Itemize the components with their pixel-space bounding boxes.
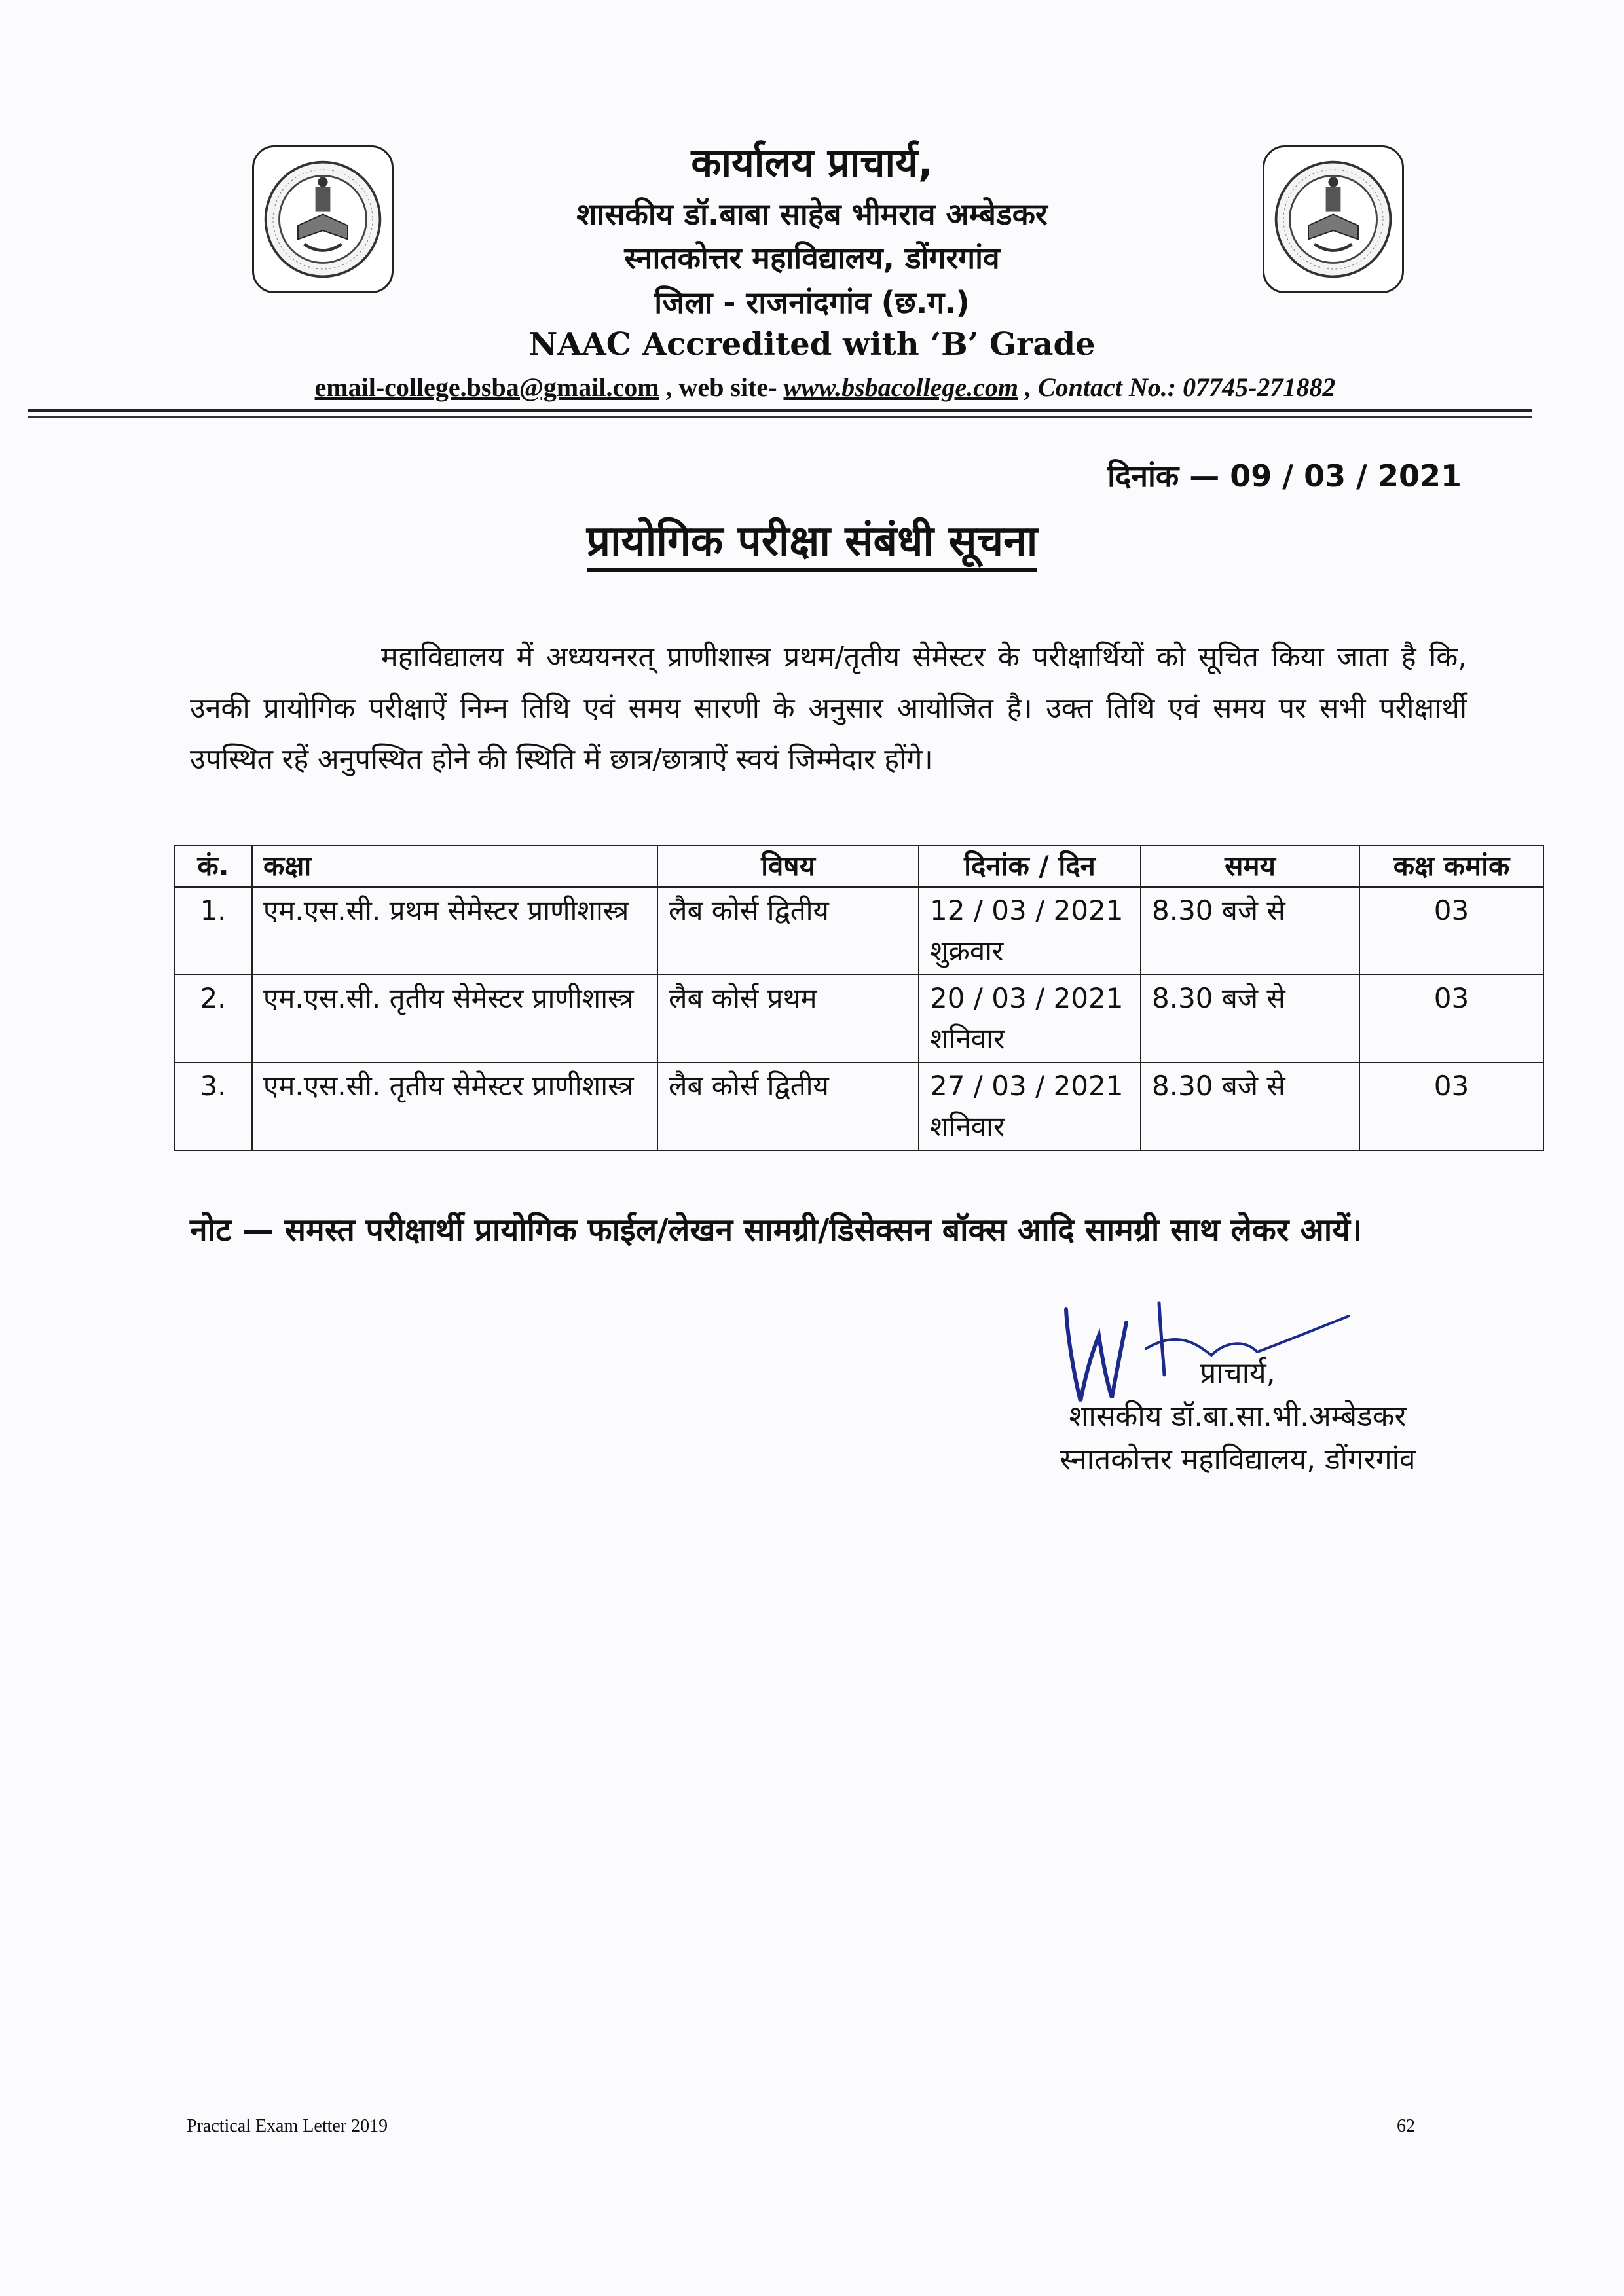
exam-schedule-table <box>174 845 1544 1151</box>
col-header-sn: कं. <box>174 845 252 887</box>
table-row <box>174 887 1543 975</box>
signature-block <box>943 1352 1532 1482</box>
college-name-line1: शासकीय डॉ.बाबा साहेब भीमराव अम्बेडकर <box>576 196 1048 232</box>
college-name-line2: स्नातकोत्तर महाविद्यालय, डोंगरगांव <box>624 240 1000 276</box>
table-header-row <box>174 845 1543 887</box>
signature-college-line1: शासकीय डॉ.बा.सा.भी.अम्बेडकर <box>1069 1400 1407 1433</box>
col-header-class: कक्षा <box>252 845 657 887</box>
signature-designation: प्राचार्य, <box>1200 1357 1276 1390</box>
notice-title-text: प्रायोगिक परीक्षा संबंधी सूचना <box>587 517 1038 572</box>
office-title: कार्यालय प्राचार्य, <box>691 140 933 186</box>
naac-grade: NAAC Accredited with ‘B’ Grade <box>528 326 1096 363</box>
col-header-date: दिनांक / दिन <box>919 845 1141 887</box>
contact-number: , Contact No.: 07745-271882 <box>1018 373 1336 402</box>
cell-subject: लैब कोर्स प्रथम <box>657 975 919 1063</box>
table-row <box>174 975 1543 1063</box>
cell-room: 03 <box>1359 1063 1543 1150</box>
college-seal-icon <box>261 157 385 282</box>
college-logo-right <box>1263 145 1404 293</box>
cell-sn: 1. <box>174 887 252 975</box>
col-header-subject: विषय <box>657 845 919 887</box>
college-seal-icon <box>1271 157 1395 282</box>
cell-class: एम.एस.सी. प्रथम सेमेस्टर प्राणीशास्त्र <box>252 887 657 975</box>
notice-note: नोट — समस्त परीक्षार्थी प्रायोगिक फाईल/लेखन सामग्री/डिसेक्सन बॉक्स आदि सामग्री साथ लेकर आयें। <box>190 1212 1363 1248</box>
cell-time: 8.30 बजे से <box>1141 975 1359 1063</box>
cell-room: 03 <box>1359 887 1543 975</box>
cell-date-value: 27 / 03 / 2021 <box>930 1070 1124 1102</box>
college-logo-left <box>252 145 394 293</box>
cell-date-value: 20 / 03 / 2021 <box>930 982 1124 1014</box>
signature-college-line2: स्नातकोत्तर महाविद्यालय, डोंगरगांव <box>1060 1443 1416 1476</box>
cell-class: एम.एस.सी. तृतीय सेमेस्टर प्राणीशास्त्र <box>252 1063 657 1150</box>
cell-sn: 3. <box>174 1063 252 1150</box>
notice-paragraph: महाविद्यालय में अध्ययनरत् प्राणीशास्त्र प्रथम/तृतीय सेमेस्टर के परीक्षार्थियों को सूचित किया जाता है कि, उनकी प्रायोगिक परीक्षाऐं निम्न तिथि एवं समय सारणी के अनुसार आयोजित है। उक्त तिथि एवं समय पर सभी परीक्षार्थी उपस्थित रहें अनुपस्थित होने की स्थिति में छात्र/छात्राऐं स्वयं जिम्मेदार होंगे। <box>190 641 1467 776</box>
cell-sn: 2. <box>174 975 252 1063</box>
col-header-time: समय <box>1141 845 1359 887</box>
cell-day-value: शनिवार <box>930 1023 1005 1055</box>
col-header-room: कक्ष कमांक <box>1359 845 1543 887</box>
cell-subject: लैब कोर्स द्वितीय <box>657 887 919 975</box>
contact-sep: , web site- <box>659 373 784 402</box>
email-link[interactable]: email-college.bsba@gmail.com <box>314 373 659 402</box>
notice-date: दिनांक — 09 / 03 / 2021 <box>1107 458 1462 494</box>
website-link[interactable]: www.bsbacollege.com <box>783 373 1018 402</box>
notice-title <box>0 511 1624 568</box>
footer-document-label: Practical Exam Letter 2019 <box>187 2116 388 2136</box>
header-divider-thin <box>28 416 1532 418</box>
cell-subject: लैब कोर्स द्वितीय <box>657 1063 919 1150</box>
cell-date <box>919 975 1141 1063</box>
cell-class: एम.एस.सी. तृतीय सेमेस्टर प्राणीशास्त्र <box>252 975 657 1063</box>
cell-time: 8.30 बजे से <box>1141 1063 1359 1150</box>
table-row <box>174 1063 1543 1150</box>
contact-line <box>190 372 1460 403</box>
cell-date <box>919 887 1141 975</box>
cell-day-value: शनिवार <box>930 1110 1005 1142</box>
header-divider <box>28 409 1532 412</box>
cell-date-value: 12 / 03 / 2021 <box>930 894 1124 926</box>
footer-page-number: 62 <box>1397 2116 1415 2136</box>
cell-room: 03 <box>1359 975 1543 1063</box>
cell-date <box>919 1063 1141 1150</box>
cell-day-value: शुक्रवार <box>930 935 1004 967</box>
cell-time: 8.30 बजे से <box>1141 887 1359 975</box>
district-line: जिला - राजनांदगांव (छ.ग.) <box>654 285 970 320</box>
